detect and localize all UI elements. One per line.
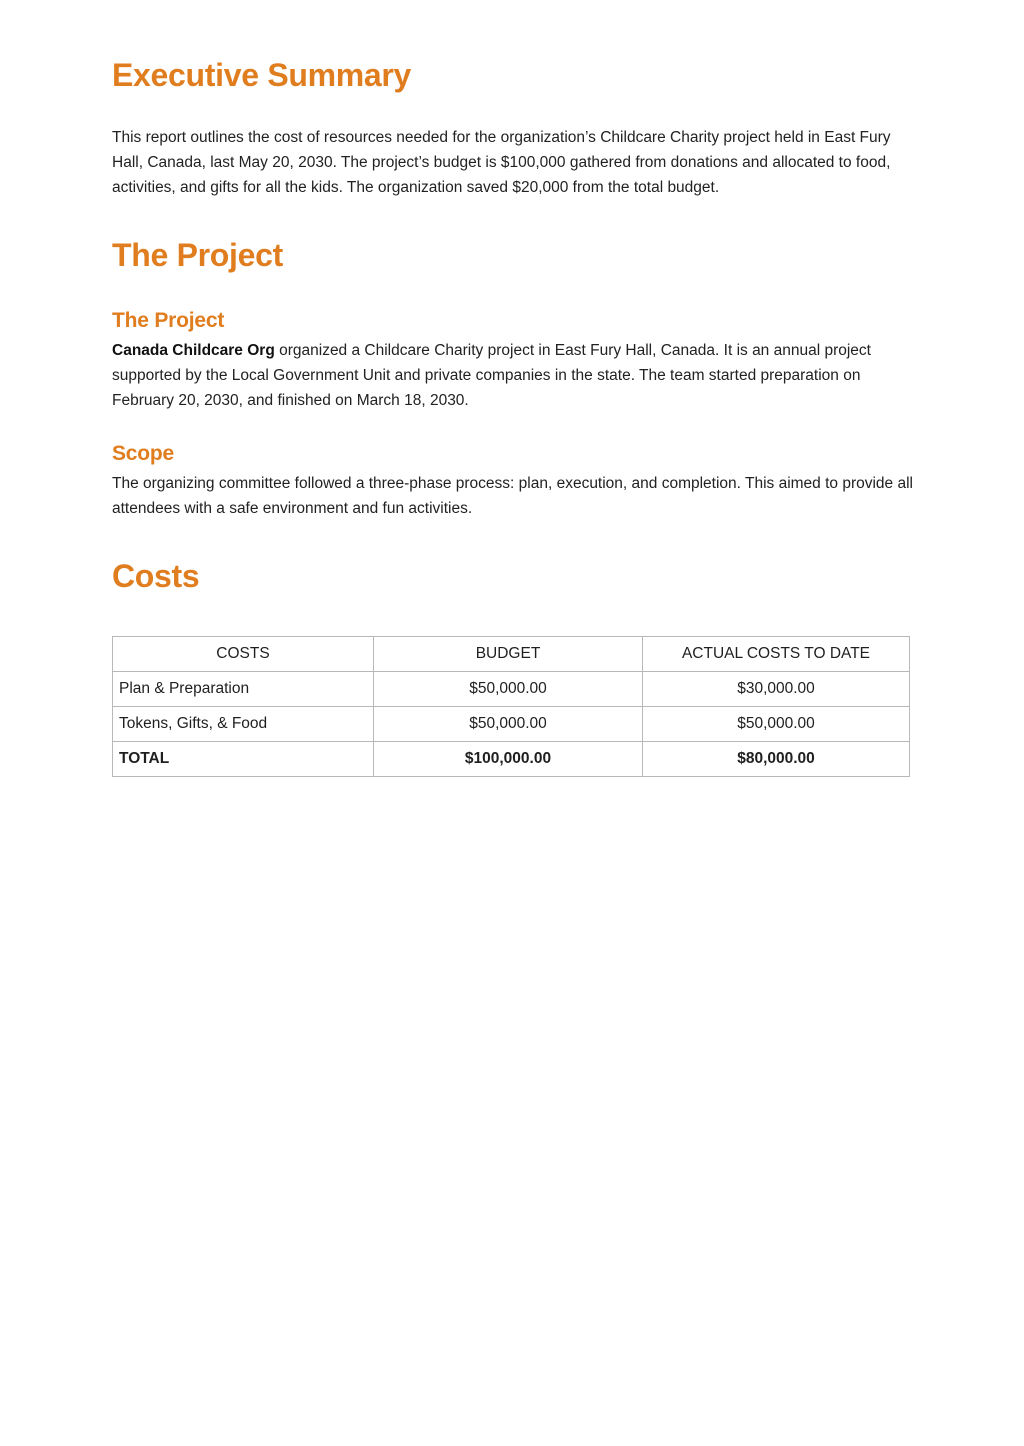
project-paragraph-text: organized a Childcare Charity project in East Fury Hall, Canada. It is an annual project supported by the Local Government Unit and private companies in the state. The team started preparation on February 20, 2030, and finished on March 18, 2030. <box>112 342 871 409</box>
header-budget: BUDGET <box>374 637 643 672</box>
project-subheading: The Project <box>112 309 225 332</box>
row-item: Tokens, Gifts, & Food <box>113 707 374 742</box>
row-budget: $50,000.00 <box>374 672 643 707</box>
costs-table <box>112 636 910 777</box>
total-actual: $80,000.00 <box>643 742 910 777</box>
executive-summary-heading: Executive Summary <box>112 57 412 93</box>
row-item: Plan & Preparation <box>113 672 374 707</box>
executive-summary-paragraph: This report outlines the cost of resources needed for the organization’s Childcare Charity project held in East Fury Hall, Canada, last May 20, 2030. The project’s budget is $100,000 gathered from donations and allocated to food, activities, and gifts for all the kids. The organization saved $20,000 from the total budget. <box>112 129 891 196</box>
row-budget: $50,000.00 <box>374 707 643 742</box>
row-actual: $50,000.00 <box>643 707 910 742</box>
table-row <box>113 707 910 742</box>
scope-paragraph: The organizing committee followed a three-phase process: plan, execution, and completion. This aimed to provide all attendees with a safe environment and fun activities. <box>112 475 913 517</box>
total-row <box>113 742 910 777</box>
header-actual-costs: ACTUAL COSTS TO DATE <box>643 637 910 672</box>
row-actual: $30,000.00 <box>643 672 910 707</box>
costs-heading: Costs <box>112 558 200 594</box>
total-label: TOTAL <box>113 742 374 777</box>
project-paragraph <box>112 338 912 413</box>
project-heading: The Project <box>112 237 283 273</box>
table-header-row <box>113 637 910 672</box>
total-budget: $100,000.00 <box>374 742 643 777</box>
organization-name: Canada Childcare Org <box>112 342 275 359</box>
header-costs: COSTS <box>113 637 374 672</box>
scope-subheading: Scope <box>112 442 175 465</box>
table-row <box>113 672 910 707</box>
